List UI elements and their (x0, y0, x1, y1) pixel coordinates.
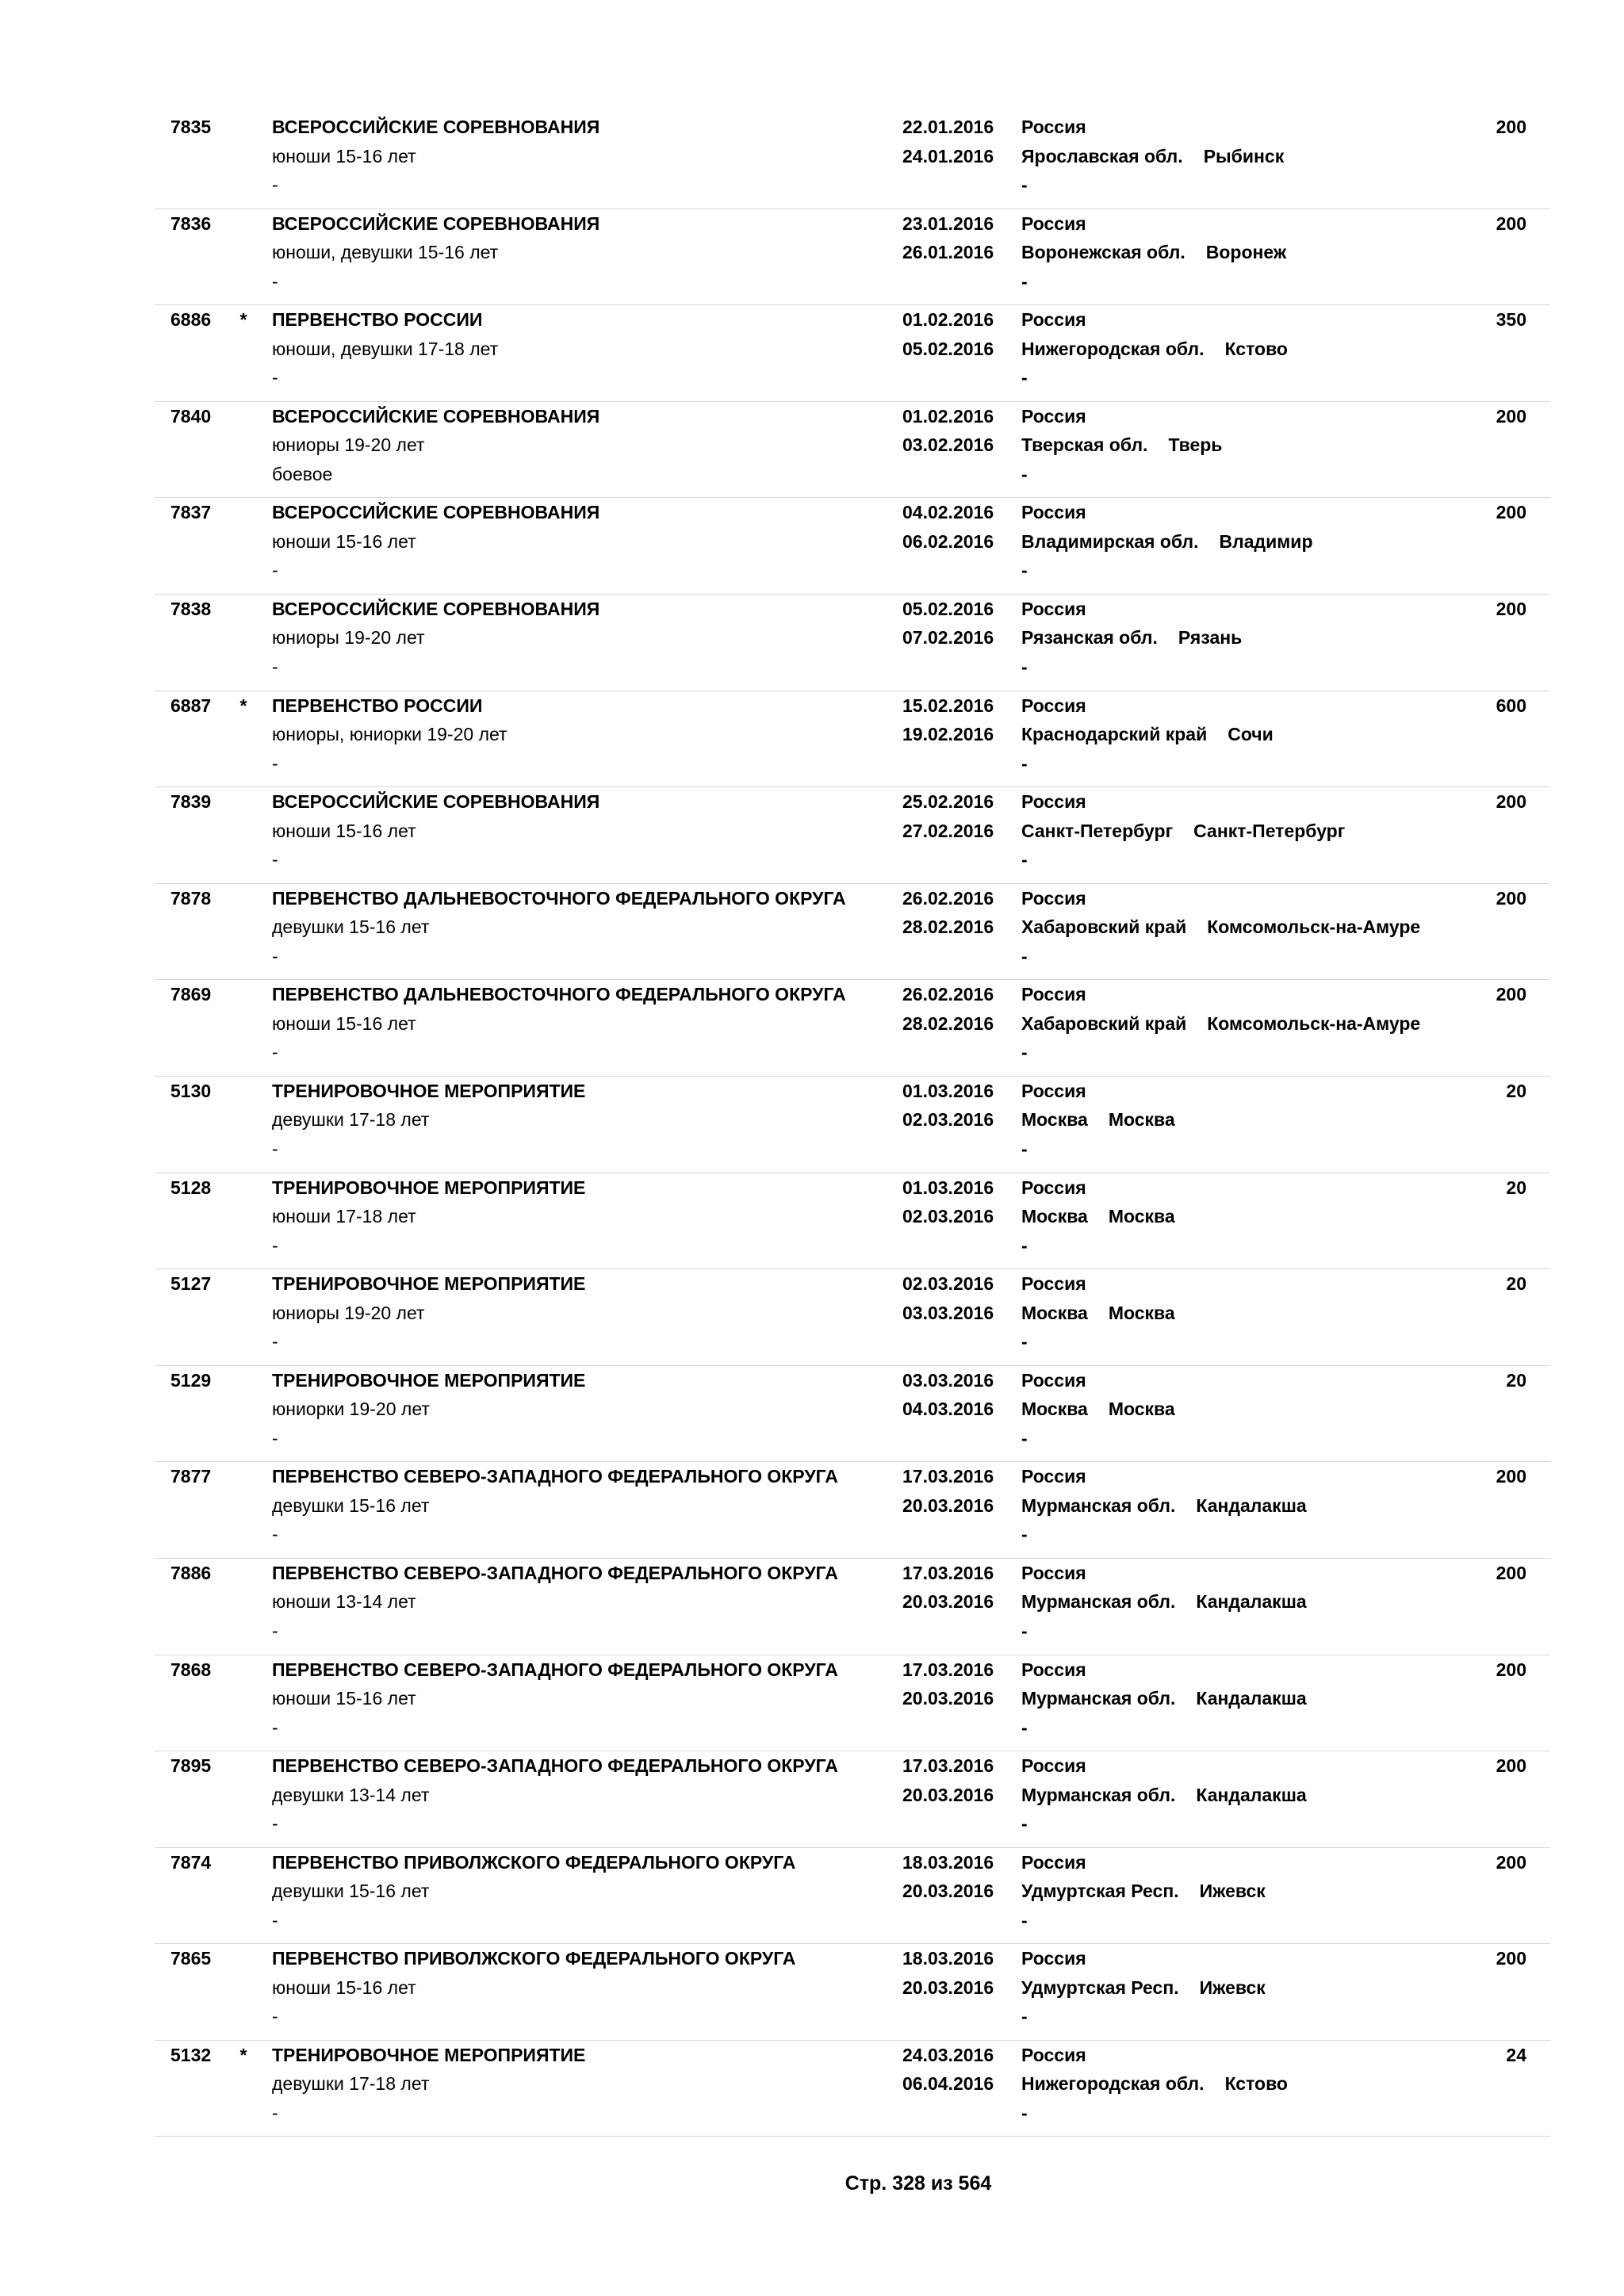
location (1021, 527, 1465, 557)
event-id: 5128 (170, 1177, 212, 1198)
event-id: 7895 (170, 1755, 212, 1777)
star-mark (236, 1462, 251, 1491)
event-id: 7865 (170, 1948, 212, 1969)
country: Россия (1021, 1851, 1086, 1873)
event-category: девушки 17-18 лет (272, 1109, 430, 1131)
participant-count: 200 (1496, 1755, 1526, 1777)
event-category: юноши 17-18 лет (272, 1206, 416, 1227)
date-end: 26.01.2016 (902, 242, 994, 263)
star-mark (236, 980, 251, 1009)
city: Воронеж (1205, 242, 1287, 263)
event-note: - (272, 849, 278, 871)
country: Россия (1021, 1369, 1086, 1391)
event-title: ВСЕРОССИЙСКИЕ СОРЕВНОВАНИЯ (272, 598, 600, 619)
event-category: юноши, девушки 15-16 лет (272, 242, 499, 263)
location-note: - (1021, 945, 1028, 966)
table-row (155, 787, 1550, 884)
date-start: 26.02.2016 (902, 887, 994, 909)
event-title: ВСЕРОССИЙСКИЕ СОРЕВНОВАНИЯ (272, 212, 600, 234)
country: Россия (1021, 791, 1086, 813)
event-category: юноши, девушки 17-18 лет (272, 338, 499, 359)
table-row (155, 1655, 1550, 1752)
region: Санкт-Петербург (1021, 820, 1174, 841)
country: Россия (1021, 695, 1086, 716)
date-end: 28.02.2016 (902, 916, 994, 938)
participant-count: 20 (1506, 1177, 1526, 1198)
event-category: девушки 15-16 лет (272, 1494, 430, 1516)
date-start: 03.03.2016 (902, 1369, 994, 1391)
region: Рязанская обл. (1021, 627, 1158, 649)
location (1021, 1781, 1465, 1810)
event-title: ПЕРВЕНСТВО СЕВЕРО-ЗАПАДНОГО ФЕДЕРАЛЬНОГО ОКРУГА (272, 1755, 838, 1777)
participant-count: 20 (1506, 1273, 1526, 1295)
event-title: ВСЕРОССИЙСКИЕ СОРЕВНОВАНИЯ (272, 405, 600, 427)
region: Хабаровский край (1021, 916, 1187, 938)
location (1021, 1009, 1465, 1039)
event-title: ВСЕРОССИЙСКИЕ СОРЕВНОВАНИЯ (272, 502, 600, 523)
region: Мурманская обл. (1021, 1688, 1176, 1709)
date-end: 20.03.2016 (902, 1591, 994, 1613)
date-start: 01.03.2016 (902, 1177, 994, 1198)
date-start: 01.02.2016 (902, 405, 994, 427)
star-mark: * (239, 309, 247, 331)
city: Комсомольск-на-Амуре (1207, 916, 1421, 938)
date-end: 28.02.2016 (902, 1012, 994, 1034)
date-end: 03.02.2016 (902, 434, 994, 456)
participant-count: 200 (1496, 117, 1526, 137)
country: Россия (1021, 598, 1086, 619)
region: Москва (1021, 1109, 1088, 1131)
participant-count: 200 (1496, 598, 1526, 619)
participant-count: 200 (1496, 887, 1526, 909)
region: Мурманская обл. (1021, 1591, 1176, 1613)
table-row (155, 1269, 1550, 1366)
country: Россия (1021, 1466, 1086, 1487)
event-note: - (272, 752, 278, 774)
event-id: 7874 (170, 1851, 212, 1873)
city: Тверь (1168, 434, 1223, 456)
table-row (155, 113, 1550, 209)
event-title: ПЕРВЕНСТВО ДАЛЬНЕВОСТОЧНОГО ФЕДЕРАЛЬНОГО ОКРУГА (272, 984, 846, 1005)
event-note: - (272, 1620, 278, 1641)
date-end: 02.03.2016 (902, 1109, 994, 1131)
participant-count: 350 (1496, 309, 1526, 331)
participant-count: 200 (1496, 984, 1526, 1005)
event-title: ТРЕНИРОВОЧНОЕ МЕРОПРИЯТИЕ (272, 2044, 586, 2065)
location (1021, 238, 1465, 267)
table-row (155, 209, 1550, 306)
star-mark (236, 884, 251, 913)
event-note: - (272, 2102, 278, 2123)
event-note: - (272, 1138, 278, 1159)
event-note: - (272, 1909, 278, 1931)
city: Рязань (1178, 627, 1243, 649)
event-category: юноши 15-16 лет (272, 530, 416, 552)
table-row (155, 691, 1550, 788)
event-id: 7869 (170, 984, 212, 1005)
table-row (155, 595, 1550, 691)
event-id: 7835 (170, 117, 212, 137)
table-row (155, 884, 1550, 981)
page-footer: Стр. 328 из 564 (845, 2172, 992, 2195)
date-start: 22.01.2016 (902, 117, 994, 137)
event-id: 5130 (170, 1080, 212, 1101)
location-note: - (1021, 1909, 1028, 1931)
event-id: 7838 (170, 598, 212, 619)
star-mark (236, 1751, 251, 1781)
date-end: 06.04.2016 (902, 2073, 994, 2095)
event-note: - (272, 1813, 278, 1835)
date-start: 01.03.2016 (902, 1080, 994, 1101)
events-table (155, 113, 1550, 2137)
city: Владимир (1219, 530, 1313, 552)
country: Россия (1021, 2044, 1086, 2065)
country: Россия (1021, 502, 1086, 523)
region: Тверская обл. (1021, 434, 1148, 456)
region: Ярославская обл. (1021, 145, 1183, 166)
region: Нижегородская обл. (1021, 2073, 1205, 2095)
date-start: 25.02.2016 (902, 791, 994, 813)
location (1021, 335, 1465, 364)
event-note: - (272, 656, 278, 677)
date-end: 19.02.2016 (902, 724, 994, 745)
event-id: 6887 (170, 695, 212, 716)
event-note: - (272, 1234, 278, 1256)
city: Москва (1108, 1399, 1175, 1420)
event-id: 5129 (170, 1369, 212, 1391)
country: Россия (1021, 212, 1086, 234)
location-note: - (1021, 1331, 1028, 1353)
table-row (155, 1751, 1550, 1848)
event-category: юниоры 19-20 лет (272, 1302, 425, 1323)
location-note: - (1021, 1138, 1028, 1159)
location-note: - (1021, 1234, 1028, 1256)
date-start: 18.03.2016 (902, 1851, 994, 1873)
location (1021, 1202, 1465, 1231)
date-end: 20.03.2016 (902, 1494, 994, 1516)
city: Кандалакша (1196, 1688, 1307, 1709)
city: Кандалакша (1196, 1494, 1307, 1516)
location (1021, 2069, 1465, 2099)
event-id: 5127 (170, 1273, 212, 1295)
date-end: 04.03.2016 (902, 1399, 994, 1420)
location-note: - (1021, 367, 1028, 388)
star-mark (236, 787, 251, 817)
region: Мурманская обл. (1021, 1494, 1176, 1516)
location-note: - (1021, 560, 1028, 581)
event-id: 6886 (170, 309, 212, 331)
event-id: 7877 (170, 1466, 212, 1487)
participant-count: 200 (1496, 1466, 1526, 1487)
star-mark (236, 498, 251, 527)
event-category: юноши 15-16 лет (272, 1976, 416, 1998)
location-note: - (1021, 1524, 1028, 1545)
event-title: ВСЕРОССИЙСКИЕ СОРЕВНОВАНИЯ (272, 117, 600, 137)
event-note: - (272, 174, 278, 195)
city: Ижевск (1199, 1881, 1266, 1902)
location (1021, 1684, 1465, 1713)
country: Россия (1021, 1080, 1086, 1101)
city: Комсомольск-на-Амуре (1207, 1012, 1421, 1034)
event-category: юноши 15-16 лет (272, 1688, 416, 1709)
event-category: девушки 15-16 лет (272, 916, 430, 938)
city: Ижевск (1199, 1976, 1266, 1998)
star-mark (236, 1077, 251, 1106)
city: Москва (1108, 1206, 1175, 1227)
event-category: юноши 15-16 лет (272, 820, 416, 841)
country: Россия (1021, 887, 1086, 909)
location-note: - (1021, 656, 1028, 677)
event-note: - (272, 270, 278, 292)
location-note: - (1021, 1716, 1028, 1738)
location (1021, 913, 1465, 942)
date-end: 03.03.2016 (902, 1302, 994, 1323)
location-note: - (1021, 752, 1028, 774)
event-category: юноши 15-16 лет (272, 1012, 416, 1034)
star-mark (236, 595, 251, 624)
table-row (155, 1173, 1550, 1270)
country: Россия (1021, 984, 1086, 1005)
location (1021, 1491, 1465, 1521)
location-note: - (1021, 2006, 1028, 2027)
city: Кстово (1224, 338, 1288, 359)
event-note: - (272, 945, 278, 966)
participant-count: 200 (1496, 502, 1526, 523)
location (1021, 1587, 1465, 1617)
region: Краснодарский край (1021, 724, 1208, 745)
date-start: 05.02.2016 (902, 598, 994, 619)
date-start: 17.03.2016 (902, 1659, 994, 1680)
event-id: 7837 (170, 502, 212, 523)
location-note: - (1021, 174, 1028, 195)
date-end: 20.03.2016 (902, 1976, 994, 1998)
region: Москва (1021, 1399, 1088, 1420)
participant-count: 24 (1506, 2044, 1526, 2065)
participant-count: 200 (1496, 791, 1526, 813)
country: Россия (1021, 309, 1086, 331)
star-mark: * (239, 2044, 247, 2065)
participant-count: 200 (1496, 405, 1526, 427)
city: Сочи (1228, 724, 1274, 745)
region: Владимирская обл. (1021, 530, 1199, 552)
date-start: 26.02.2016 (902, 984, 994, 1005)
country: Россия (1021, 1755, 1086, 1777)
date-end: 27.02.2016 (902, 820, 994, 841)
date-start: 18.03.2016 (902, 1948, 994, 1969)
region: Москва (1021, 1206, 1088, 1227)
country: Россия (1021, 405, 1086, 427)
event-category: девушки 17-18 лет (272, 2073, 430, 2095)
table-row (155, 1944, 1550, 2041)
date-start: 17.03.2016 (902, 1755, 994, 1777)
event-note: - (272, 1524, 278, 1545)
country: Россия (1021, 1948, 1086, 1969)
city: Санкт-Петербург (1193, 820, 1346, 841)
table-row (155, 2041, 1550, 2137)
table-row (155, 1848, 1550, 1945)
event-id: 7886 (170, 1562, 212, 1583)
star-mark (236, 402, 251, 431)
event-note: - (272, 2006, 278, 2027)
location-note: - (1021, 1813, 1028, 1835)
participant-count: 20 (1506, 1369, 1526, 1391)
location (1021, 1299, 1465, 1328)
event-title: ТРЕНИРОВОЧНОЕ МЕРОПРИЯТИЕ (272, 1080, 586, 1101)
event-note: - (272, 1331, 278, 1353)
date-end: 07.02.2016 (902, 627, 994, 649)
event-title: ТРЕНИРОВОЧНОЕ МЕРОПРИЯТИЕ (272, 1177, 586, 1198)
location (1021, 1395, 1465, 1424)
event-note: - (272, 1042, 278, 1063)
event-title: ПЕРВЕНСТВО СЕВЕРО-ЗАПАДНОГО ФЕДЕРАЛЬНОГО ОКРУГА (272, 1562, 838, 1583)
star-mark (236, 1269, 251, 1299)
event-id: 7868 (170, 1659, 212, 1680)
location-note: - (1021, 849, 1028, 871)
star-mark (236, 113, 251, 142)
table-row (155, 1559, 1550, 1655)
event-title: ВСЕРОССИЙСКИЕ СОРЕВНОВАНИЯ (272, 791, 600, 813)
date-start: 15.02.2016 (902, 695, 994, 716)
event-note: - (272, 560, 278, 581)
location (1021, 1877, 1465, 1906)
event-title: ТРЕНИРОВОЧНОЕ МЕРОПРИЯТИЕ (272, 1273, 586, 1295)
date-start: 17.03.2016 (902, 1466, 994, 1487)
event-title: ПЕРВЕНСТВО РОССИИ (272, 695, 483, 716)
event-note: - (272, 1427, 278, 1448)
location (1021, 623, 1465, 652)
star-mark (236, 1848, 251, 1877)
event-category: юноши 13-14 лет (272, 1591, 416, 1613)
location (1021, 817, 1465, 846)
date-end: 06.02.2016 (902, 530, 994, 552)
date-start: 04.02.2016 (902, 502, 994, 523)
participant-count: 200 (1496, 1659, 1526, 1680)
city: Рыбинск (1203, 145, 1285, 166)
table-row (155, 498, 1550, 595)
participant-count: 200 (1496, 1948, 1526, 1969)
date-end: 20.03.2016 (902, 1688, 994, 1709)
event-category: девушки 15-16 лет (272, 1881, 430, 1902)
location-note: - (1021, 270, 1028, 292)
participant-count: 200 (1496, 1851, 1526, 1873)
star-mark (236, 1559, 251, 1588)
region: Мурманская обл. (1021, 1784, 1176, 1805)
location-note: - (1021, 1427, 1028, 1448)
date-end: 20.03.2016 (902, 1784, 994, 1805)
location (1021, 1973, 1465, 2003)
participant-count: 600 (1496, 695, 1526, 716)
city: Москва (1108, 1109, 1175, 1131)
country: Россия (1021, 1562, 1086, 1583)
event-category: юниоры 19-20 лет (272, 627, 425, 649)
region: Нижегородская обл. (1021, 338, 1205, 359)
location-note: - (1021, 1620, 1028, 1641)
table-row (155, 1366, 1550, 1463)
event-note: - (272, 1716, 278, 1738)
country: Россия (1021, 1659, 1086, 1680)
region: Удмуртская Респ. (1021, 1976, 1179, 1998)
event-category: юниоры 19-20 лет (272, 434, 425, 456)
star-mark (236, 209, 251, 239)
star-mark (236, 1173, 251, 1203)
date-end: 02.03.2016 (902, 1206, 994, 1227)
event-id: 7839 (170, 791, 212, 813)
event-id: 7836 (170, 212, 212, 234)
table-row (155, 1077, 1550, 1173)
city: Кандалакша (1196, 1784, 1307, 1805)
event-category: юноши 15-16 лет (272, 145, 416, 166)
event-id: 5132 (170, 2044, 212, 2065)
table-row (155, 1462, 1550, 1559)
table-row (155, 402, 1550, 499)
event-title: ПЕРВЕНСТВО СЕВЕРО-ЗАПАДНОГО ФЕДЕРАЛЬНОГО ОКРУГА (272, 1659, 838, 1680)
location-note: - (1021, 463, 1028, 484)
event-title: ПЕРВЕНСТВО ДАЛЬНЕВОСТОЧНОГО ФЕДЕРАЛЬНОГО ОКРУГА (272, 887, 846, 909)
star-mark (236, 1366, 251, 1395)
event-title: ПЕРВЕНСТВО РОССИИ (272, 309, 483, 331)
event-id: 7878 (170, 887, 212, 909)
event-title: ПЕРВЕНСТВО СЕВЕРО-ЗАПАДНОГО ФЕДЕРАЛЬНОГО ОКРУГА (272, 1466, 838, 1487)
location (1021, 142, 1465, 171)
event-note: - (272, 367, 278, 388)
event-category: юниорки 19-20 лет (272, 1399, 430, 1420)
star-mark (236, 1655, 251, 1685)
star-mark: * (239, 695, 247, 716)
location-note: - (1021, 2102, 1028, 2123)
city: Кандалакша (1196, 1591, 1307, 1613)
participant-count: 20 (1506, 1080, 1526, 1101)
date-start: 23.01.2016 (902, 212, 994, 234)
event-category: юниоры, юниорки 19-20 лет (272, 724, 508, 745)
table-row (155, 305, 1550, 402)
location (1021, 430, 1465, 460)
star-mark (236, 1944, 251, 1973)
region: Хабаровский край (1021, 1012, 1187, 1034)
table-row (155, 980, 1550, 1077)
country: Россия (1021, 1177, 1086, 1198)
date-end: 24.01.2016 (902, 145, 994, 166)
event-title: ТРЕНИРОВОЧНОЕ МЕРОПРИЯТИЕ (272, 1369, 586, 1391)
date-end: 20.03.2016 (902, 1881, 994, 1902)
city: Москва (1108, 1302, 1175, 1323)
participant-count: 200 (1496, 1562, 1526, 1583)
location (1021, 1105, 1465, 1135)
date-start: 02.03.2016 (902, 1273, 994, 1295)
region: Москва (1021, 1302, 1088, 1323)
location (1021, 720, 1465, 749)
participant-count: 200 (1496, 212, 1526, 234)
date-start: 17.03.2016 (902, 1562, 994, 1583)
date-start: 24.03.2016 (902, 2044, 994, 2065)
region: Воронежская обл. (1021, 242, 1185, 263)
city: Кстово (1224, 2073, 1288, 2095)
event-title: ПЕРВЕНСТВО ПРИВОЛЖСКОГО ФЕДЕРАЛЬНОГО ОКРУГА (272, 1948, 796, 1969)
event-category: девушки 13-14 лет (272, 1784, 430, 1805)
region: Удмуртская Респ. (1021, 1881, 1179, 1902)
date-end: 05.02.2016 (902, 338, 994, 359)
event-id: 7840 (170, 405, 212, 427)
country: Россия (1021, 1273, 1086, 1295)
country: Россия (1021, 117, 1086, 137)
location-note: - (1021, 1042, 1028, 1063)
event-note: боевое (272, 463, 333, 484)
date-start: 01.02.2016 (902, 309, 994, 331)
event-title: ПЕРВЕНСТВО ПРИВОЛЖСКОГО ФЕДЕРАЛЬНОГО ОКРУГА (272, 1851, 796, 1873)
